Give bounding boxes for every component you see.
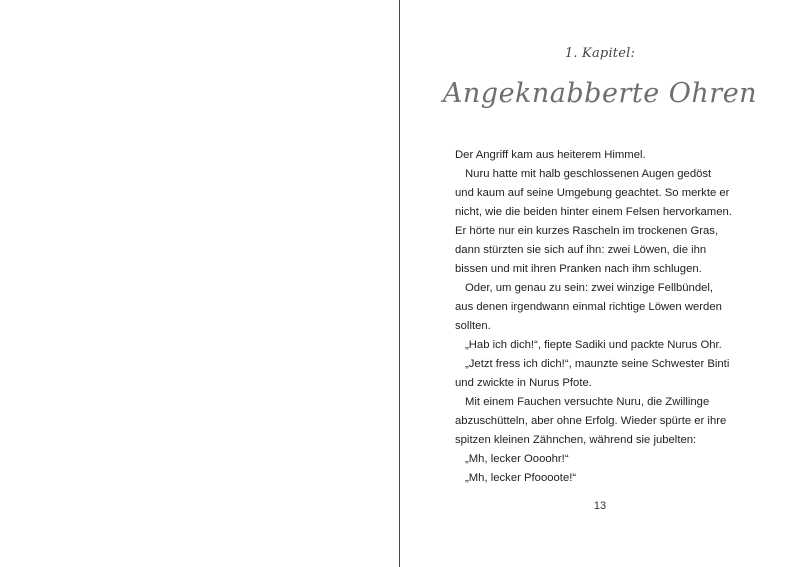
left-page-blank xyxy=(0,0,399,567)
chapter-label: 1. Kapitel: xyxy=(564,46,636,61)
text-line: „Mh, lecker Oooohr!“ xyxy=(465,453,569,465)
text-line: Nuru hatte mit halb geschlossenen Augen gedöst xyxy=(465,168,712,180)
text-line: „Mh, lecker Pfoooote!“ xyxy=(465,472,577,484)
text-line: Er hörte nur ein kurzes Rascheln im trockenen Gras, xyxy=(455,225,719,237)
text-line: dann stürzten sie sich auf ihn: zwei Löwen, die ihn xyxy=(455,244,707,256)
body-text xyxy=(455,146,755,488)
text-line: und zwickte in Nurus Pfote. xyxy=(455,377,592,389)
chapter-title: Angeknabberte Ohren xyxy=(442,78,758,109)
text-line: abzuschütteln, aber ohne Erfolg. Wieder spürte er ihre xyxy=(455,415,727,427)
text-line: nicht, wie die beiden hinter einem Felsen hervorkamen. xyxy=(455,206,732,218)
text-line: sollten. xyxy=(455,320,491,332)
text-line: aus denen irgendwann einmal richtige Löwen werden xyxy=(455,301,722,313)
text-line: Mit einem Fauchen versuchte Nuru, die Zwillinge xyxy=(465,396,710,408)
page-number: 13 xyxy=(593,500,607,512)
text-line: spitzen kleinen Zähnchen, während sie jubelten: xyxy=(455,434,697,446)
text-line: bissen und mit ihren Pranken nach ihm schlugen. xyxy=(455,263,702,275)
right-page xyxy=(400,0,800,567)
text-line: „Jetzt fress ich dich!“, maunzte seine Schwester Binti xyxy=(465,358,730,370)
text-line: Oder, um genau zu sein: zwei winzige Fellbündel, xyxy=(465,282,714,294)
text-line: Der Angriff kam aus heiterem Himmel. xyxy=(455,149,646,161)
text-line: und kaum auf seine Umgebung geachtet. So merkte er xyxy=(455,187,730,199)
text-line: „Hab ich dich!“, fiepte Sadiki und packte Nurus Ohr. xyxy=(465,339,722,351)
